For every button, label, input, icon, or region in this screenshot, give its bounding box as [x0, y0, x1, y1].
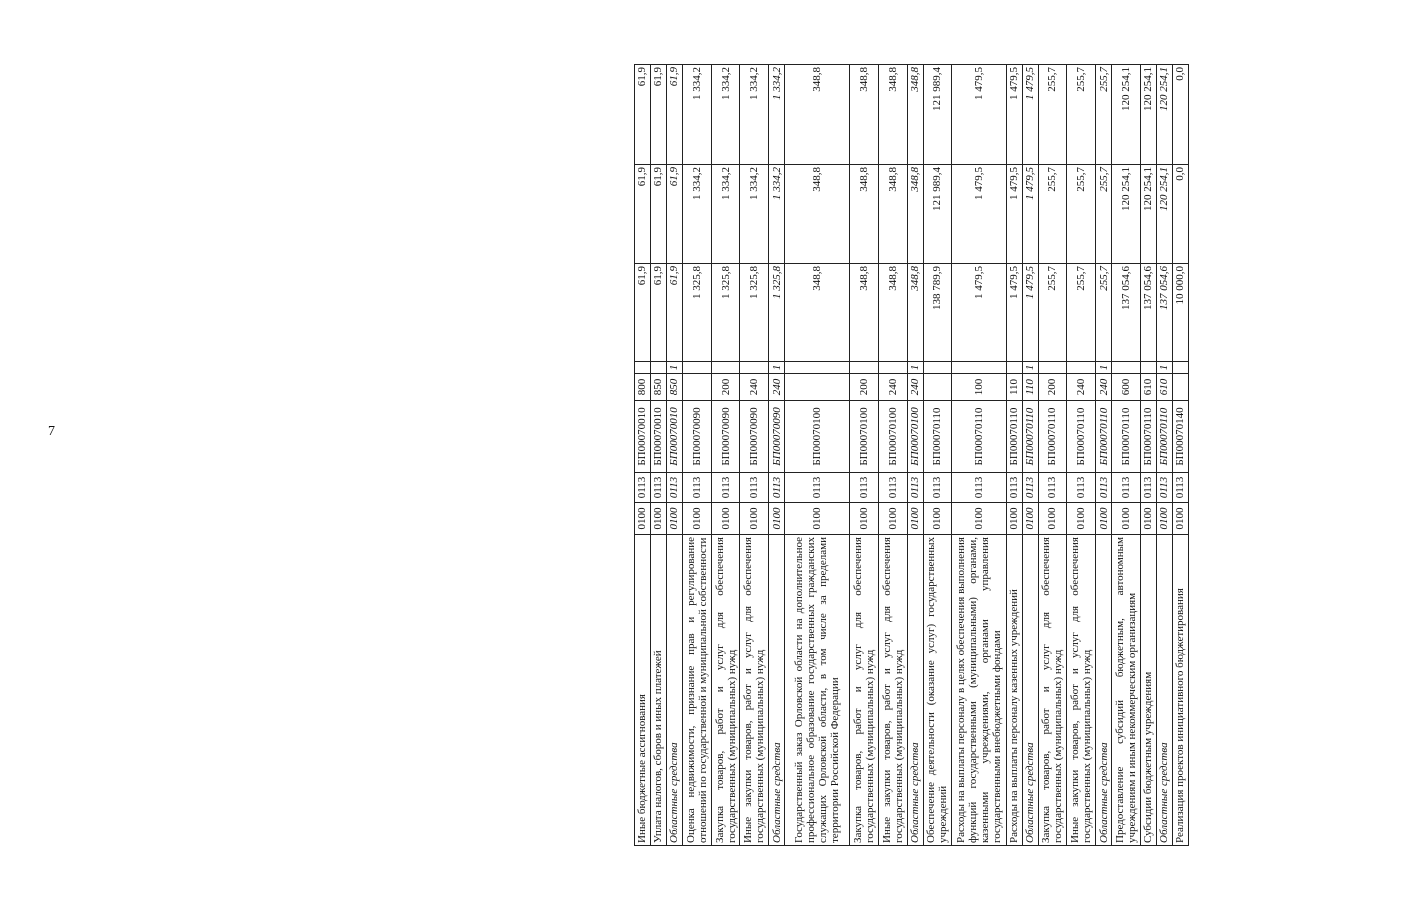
amount-year1-cell: 61,9	[635, 264, 651, 362]
expense-type-cell: 240	[769, 374, 785, 401]
amount-year3-cell: 61,9	[635, 65, 651, 165]
source-code-cell: 1	[1156, 362, 1172, 374]
target-article-cell: БП00070110	[1156, 401, 1172, 473]
source-code-cell	[1140, 362, 1156, 374]
row-name: Уплата налогов, сборов и иных платежей	[650, 535, 666, 846]
amount-year3-cell: 255,7	[1067, 65, 1096, 165]
target-article-cell: БП00070010	[635, 401, 651, 473]
row-name: Иные закупки товаров, работ и услуг для обеспечения государственных (муниципальных) нужд	[878, 535, 907, 846]
target-article-cell: БП00070010	[650, 401, 666, 473]
razdel-cell: 0100	[907, 503, 923, 535]
amount-year1-cell: 255,7	[1067, 264, 1096, 362]
razdel-cell: 0100	[635, 503, 651, 535]
target-article-cell: БП00070140	[1172, 401, 1188, 473]
amount-year1-cell: 137 054,6	[1156, 264, 1172, 362]
amount-year3-cell: 1 334,2	[682, 65, 711, 165]
razdel-cell: 0100	[923, 503, 952, 535]
row-name: Иные закупки товаров, работ и услуг для обеспечения государственных (муниципальных) нужд	[1067, 535, 1096, 846]
source-code-cell: 1	[1096, 362, 1112, 374]
amount-year3-cell: 1 334,2	[740, 65, 769, 165]
source-code-cell	[635, 362, 651, 374]
target-article-cell: БП00070110	[1140, 401, 1156, 473]
amount-year1-cell: 137 054,6	[1112, 264, 1141, 362]
razdel-cell: 0100	[1006, 503, 1022, 535]
amount-year1-cell: 61,9	[650, 264, 666, 362]
table-row	[878, 65, 907, 846]
amount-year3-cell: 1 479,5	[952, 65, 1006, 165]
razdel-cell: 0100	[1067, 503, 1096, 535]
target-article-cell: БП00070110	[952, 401, 1006, 473]
razdel-cell: 0100	[1112, 503, 1141, 535]
podrazdel-cell: 0113	[711, 473, 740, 503]
row-name: Оценка недвижимости, признание прав и регулирование отношений по государственной и муниципальной собственности	[682, 535, 711, 846]
amount-year1-cell: 1 325,8	[682, 264, 711, 362]
expense-type-cell: 850	[666, 374, 682, 401]
row-name: Иные бюджетные ассигнования	[635, 535, 651, 846]
podrazdel-cell: 0113	[785, 473, 850, 503]
podrazdel-cell: 0113	[635, 473, 651, 503]
razdel-cell: 0100	[1156, 503, 1172, 535]
podrazdel-cell: 0113	[952, 473, 1006, 503]
razdel-cell: 0100	[769, 503, 785, 535]
podrazdel-cell: 0113	[650, 473, 666, 503]
amount-year3-cell: 348,8	[850, 65, 879, 165]
razdel-cell: 0100	[1096, 503, 1112, 535]
target-article-cell: БП00070110	[1006, 401, 1022, 473]
amount-year2-cell: 348,8	[878, 165, 907, 264]
amount-year2-cell: 61,9	[650, 165, 666, 264]
table-row	[1022, 65, 1038, 846]
amount-year2-cell: 1 334,2	[769, 165, 785, 264]
amount-year3-cell: 120 254,1	[1112, 65, 1141, 165]
table-row	[1006, 65, 1022, 846]
source-code-cell	[923, 362, 952, 374]
table-row	[650, 65, 666, 846]
amount-year1-cell: 1 325,8	[740, 264, 769, 362]
table-row	[923, 65, 952, 846]
podrazdel-cell: 0113	[850, 473, 879, 503]
amount-year1-cell: 348,8	[907, 264, 923, 362]
expense-type-cell: 110	[1006, 374, 1022, 401]
amount-year3-cell: 1 479,5	[1022, 65, 1038, 165]
podrazdel-cell: 0113	[1140, 473, 1156, 503]
table-row	[711, 65, 740, 846]
amount-year2-cell: 1 479,5	[1006, 165, 1022, 264]
target-article-cell: БП00070010	[666, 401, 682, 473]
amount-year3-cell: 255,7	[1096, 65, 1112, 165]
source-code-cell: 1	[1022, 362, 1038, 374]
source-code-cell	[682, 362, 711, 374]
source-code-cell: 1	[907, 362, 923, 374]
amount-year2-cell: 1 334,2	[711, 165, 740, 264]
source-code-cell	[650, 362, 666, 374]
amount-year2-cell: 348,8	[850, 165, 879, 264]
podrazdel-cell: 0113	[923, 473, 952, 503]
razdel-cell: 0100	[850, 503, 879, 535]
razdel-cell: 0100	[711, 503, 740, 535]
amount-year2-cell: 120 254,1	[1112, 165, 1141, 264]
table-row	[850, 65, 879, 846]
target-article-cell: БП00070110	[1022, 401, 1038, 473]
podrazdel-cell: 0113	[769, 473, 785, 503]
amount-year3-cell: 1 479,5	[1006, 65, 1022, 165]
amount-year2-cell: 1 334,2	[682, 165, 711, 264]
expense-type-cell: 610	[1140, 374, 1156, 401]
podrazdel-cell: 0113	[1156, 473, 1172, 503]
table-row	[1067, 65, 1096, 846]
table-row	[1172, 65, 1188, 846]
amount-year3-cell: 61,9	[650, 65, 666, 165]
amount-year2-cell: 348,8	[785, 165, 850, 264]
row-name: Областные средства	[769, 535, 785, 846]
table-row	[1096, 65, 1112, 846]
row-name: Областные средства	[907, 535, 923, 846]
row-name: Областные средства	[666, 535, 682, 846]
amount-year2-cell: 121 989,4	[923, 165, 952, 264]
amount-year3-cell: 121 989,4	[923, 65, 952, 165]
budget-table	[634, 64, 1189, 846]
amount-year3-cell: 255,7	[1038, 65, 1067, 165]
amount-year2-cell: 0,0	[1172, 165, 1188, 264]
razdel-cell: 0100	[650, 503, 666, 535]
expense-type-cell: 200	[1038, 374, 1067, 401]
target-article-cell: БП00070100	[850, 401, 879, 473]
amount-year1-cell: 1 479,5	[1006, 264, 1022, 362]
amount-year3-cell: 1 334,2	[769, 65, 785, 165]
row-name: Субсидии бюджетным учреждениям	[1140, 535, 1156, 846]
amount-year2-cell: 120 254,1	[1156, 165, 1172, 264]
target-article-cell: БП00070090	[711, 401, 740, 473]
target-article-cell: БП00070100	[878, 401, 907, 473]
amount-year1-cell: 1 325,8	[769, 264, 785, 362]
amount-year1-cell: 137 054,6	[1140, 264, 1156, 362]
expense-type-cell: 110	[1022, 374, 1038, 401]
podrazdel-cell: 0113	[1006, 473, 1022, 503]
source-code-cell: 1	[769, 362, 785, 374]
source-code-cell	[1006, 362, 1022, 374]
source-code-cell	[878, 362, 907, 374]
row-name: Областные средства	[1096, 535, 1112, 846]
table-row	[1140, 65, 1156, 846]
table-row	[1112, 65, 1141, 846]
amount-year2-cell: 1 479,5	[1022, 165, 1038, 264]
expense-type-cell: 240	[1096, 374, 1112, 401]
row-name: Закупка товаров, работ и услуг для обеспечения государственных (муниципальных) нужд	[1038, 535, 1067, 846]
table-row	[769, 65, 785, 846]
razdel-cell: 0100	[1022, 503, 1038, 535]
amount-year1-cell: 1 479,5	[952, 264, 1006, 362]
amount-year3-cell: 348,8	[907, 65, 923, 165]
table-row	[1156, 65, 1172, 846]
table-row	[635, 65, 651, 846]
amount-year3-cell: 120 254,1	[1156, 65, 1172, 165]
source-code-cell	[1067, 362, 1096, 374]
amount-year3-cell: 61,9	[666, 65, 682, 165]
source-code-cell	[1172, 362, 1188, 374]
amount-year2-cell: 255,7	[1067, 165, 1096, 264]
amount-year1-cell: 1 325,8	[711, 264, 740, 362]
amount-year2-cell: 1 334,2	[740, 165, 769, 264]
amount-year2-cell: 1 479,5	[952, 165, 1006, 264]
row-name: Расходы на выплаты персоналу казенных учреждений	[1006, 535, 1022, 846]
table-body	[635, 65, 1189, 846]
table-row	[666, 65, 682, 846]
page-number: 7	[48, 424, 55, 439]
expense-type-cell: 800	[635, 374, 651, 401]
row-name: Государственный заказ Орловской области на дополнительное профессиональное образование государственных гражданских служащих Орловской области, в том числе за пределами территории Российской Федерации	[785, 535, 850, 846]
expense-type-cell	[785, 374, 850, 401]
podrazdel-cell: 0113	[1067, 473, 1096, 503]
table-row	[952, 65, 1006, 846]
expense-type-cell	[923, 374, 952, 401]
source-code-cell: 1	[666, 362, 682, 374]
target-article-cell: БП00070100	[785, 401, 850, 473]
razdel-cell: 0100	[878, 503, 907, 535]
row-name: Реализация проектов инициативного бюджетирования	[1172, 535, 1188, 846]
amount-year1-cell: 138 789,9	[923, 264, 952, 362]
expense-type-cell: 240	[740, 374, 769, 401]
podrazdel-cell: 0113	[682, 473, 711, 503]
source-code-cell	[711, 362, 740, 374]
razdel-cell: 0100	[666, 503, 682, 535]
expense-type-cell: 240	[907, 374, 923, 401]
expense-type-cell: 850	[650, 374, 666, 401]
podrazdel-cell: 0113	[1172, 473, 1188, 503]
amount-year1-cell: 348,8	[785, 264, 850, 362]
expense-type-cell: 240	[878, 374, 907, 401]
amount-year1-cell: 61,9	[666, 264, 682, 362]
target-article-cell: БП00070110	[1038, 401, 1067, 473]
amount-year1-cell: 255,7	[1096, 264, 1112, 362]
amount-year3-cell: 120 254,1	[1140, 65, 1156, 165]
amount-year3-cell: 1 334,2	[711, 65, 740, 165]
source-code-cell	[785, 362, 850, 374]
table-row	[682, 65, 711, 846]
amount-year3-cell: 0,0	[1172, 65, 1188, 165]
target-article-cell: БП00070090	[740, 401, 769, 473]
row-name: Иные закупки товаров, работ и услуг для обеспечения государственных (муниципальных) нужд	[740, 535, 769, 846]
source-code-cell	[952, 362, 1006, 374]
amount-year3-cell: 348,8	[878, 65, 907, 165]
expense-type-cell	[1172, 374, 1188, 401]
amount-year1-cell: 10 000,0	[1172, 264, 1188, 362]
podrazdel-cell: 0113	[740, 473, 769, 503]
target-article-cell: БП00070110	[1112, 401, 1141, 473]
expense-type-cell: 200	[711, 374, 740, 401]
expense-type-cell	[682, 374, 711, 401]
table-row	[785, 65, 850, 846]
amount-year3-cell: 348,8	[785, 65, 850, 165]
source-code-cell	[850, 362, 879, 374]
amount-year2-cell: 120 254,1	[1140, 165, 1156, 264]
podrazdel-cell: 0113	[907, 473, 923, 503]
expense-type-cell: 600	[1112, 374, 1141, 401]
table-row	[1038, 65, 1067, 846]
podrazdel-cell: 0113	[1112, 473, 1141, 503]
source-code-cell	[740, 362, 769, 374]
source-code-cell	[1112, 362, 1141, 374]
razdel-cell: 0100	[1140, 503, 1156, 535]
amount-year2-cell: 61,9	[635, 165, 651, 264]
amount-year2-cell: 255,7	[1038, 165, 1067, 264]
amount-year1-cell: 1 479,5	[1022, 264, 1038, 362]
source-code-cell	[1038, 362, 1067, 374]
row-name: Расходы на выплаты персоналу в целях обеспечения выполнения функций государственными (муниципальными) органами, казенными учреждениями, органами управления государственными внебюджетными фондами	[952, 535, 1006, 846]
rotated-page-content	[634, 67, 1415, 846]
target-article-cell: БП00070110	[923, 401, 952, 473]
target-article-cell: БП00070100	[907, 401, 923, 473]
amount-year2-cell: 255,7	[1096, 165, 1112, 264]
razdel-cell: 0100	[682, 503, 711, 535]
row-name: Областные средства	[1156, 535, 1172, 846]
table-row	[907, 65, 923, 846]
row-name: Закупка товаров, работ и услуг для обеспечения государственных (муниципальных) нужд	[850, 535, 879, 846]
row-name: Обеспечение деятельности (оказание услуг) государственных учреждений	[923, 535, 952, 846]
podrazdel-cell: 0113	[1096, 473, 1112, 503]
expense-type-cell: 240	[1067, 374, 1096, 401]
amount-year1-cell: 348,8	[878, 264, 907, 362]
razdel-cell: 0100	[740, 503, 769, 535]
podrazdel-cell: 0113	[878, 473, 907, 503]
amount-year1-cell: 255,7	[1038, 264, 1067, 362]
podrazdel-cell: 0113	[666, 473, 682, 503]
target-article-cell: БП00070110	[1096, 401, 1112, 473]
target-article-cell: БП00070110	[1067, 401, 1096, 473]
target-article-cell: БП00070090	[682, 401, 711, 473]
row-name: Областные средства	[1022, 535, 1038, 846]
row-name: Закупка товаров, работ и услуг для обеспечения государственных (муниципальных) нужд	[711, 535, 740, 846]
podrazdel-cell: 0113	[1022, 473, 1038, 503]
razdel-cell: 0100	[1038, 503, 1067, 535]
razdel-cell: 0100	[785, 503, 850, 535]
expense-type-cell: 610	[1156, 374, 1172, 401]
table-row	[740, 65, 769, 846]
target-article-cell: БП00070090	[769, 401, 785, 473]
podrazdel-cell: 0113	[1038, 473, 1067, 503]
expense-type-cell: 200	[850, 374, 879, 401]
amount-year1-cell: 348,8	[850, 264, 879, 362]
amount-year2-cell: 348,8	[907, 165, 923, 264]
expense-type-cell: 100	[952, 374, 1006, 401]
razdel-cell: 0100	[1172, 503, 1188, 535]
row-name: Предоставление субсидий бюджетным, автономным учреждениям и иным некоммерческим организациям	[1112, 535, 1141, 846]
razdel-cell: 0100	[952, 503, 1006, 535]
amount-year2-cell: 61,9	[666, 165, 682, 264]
